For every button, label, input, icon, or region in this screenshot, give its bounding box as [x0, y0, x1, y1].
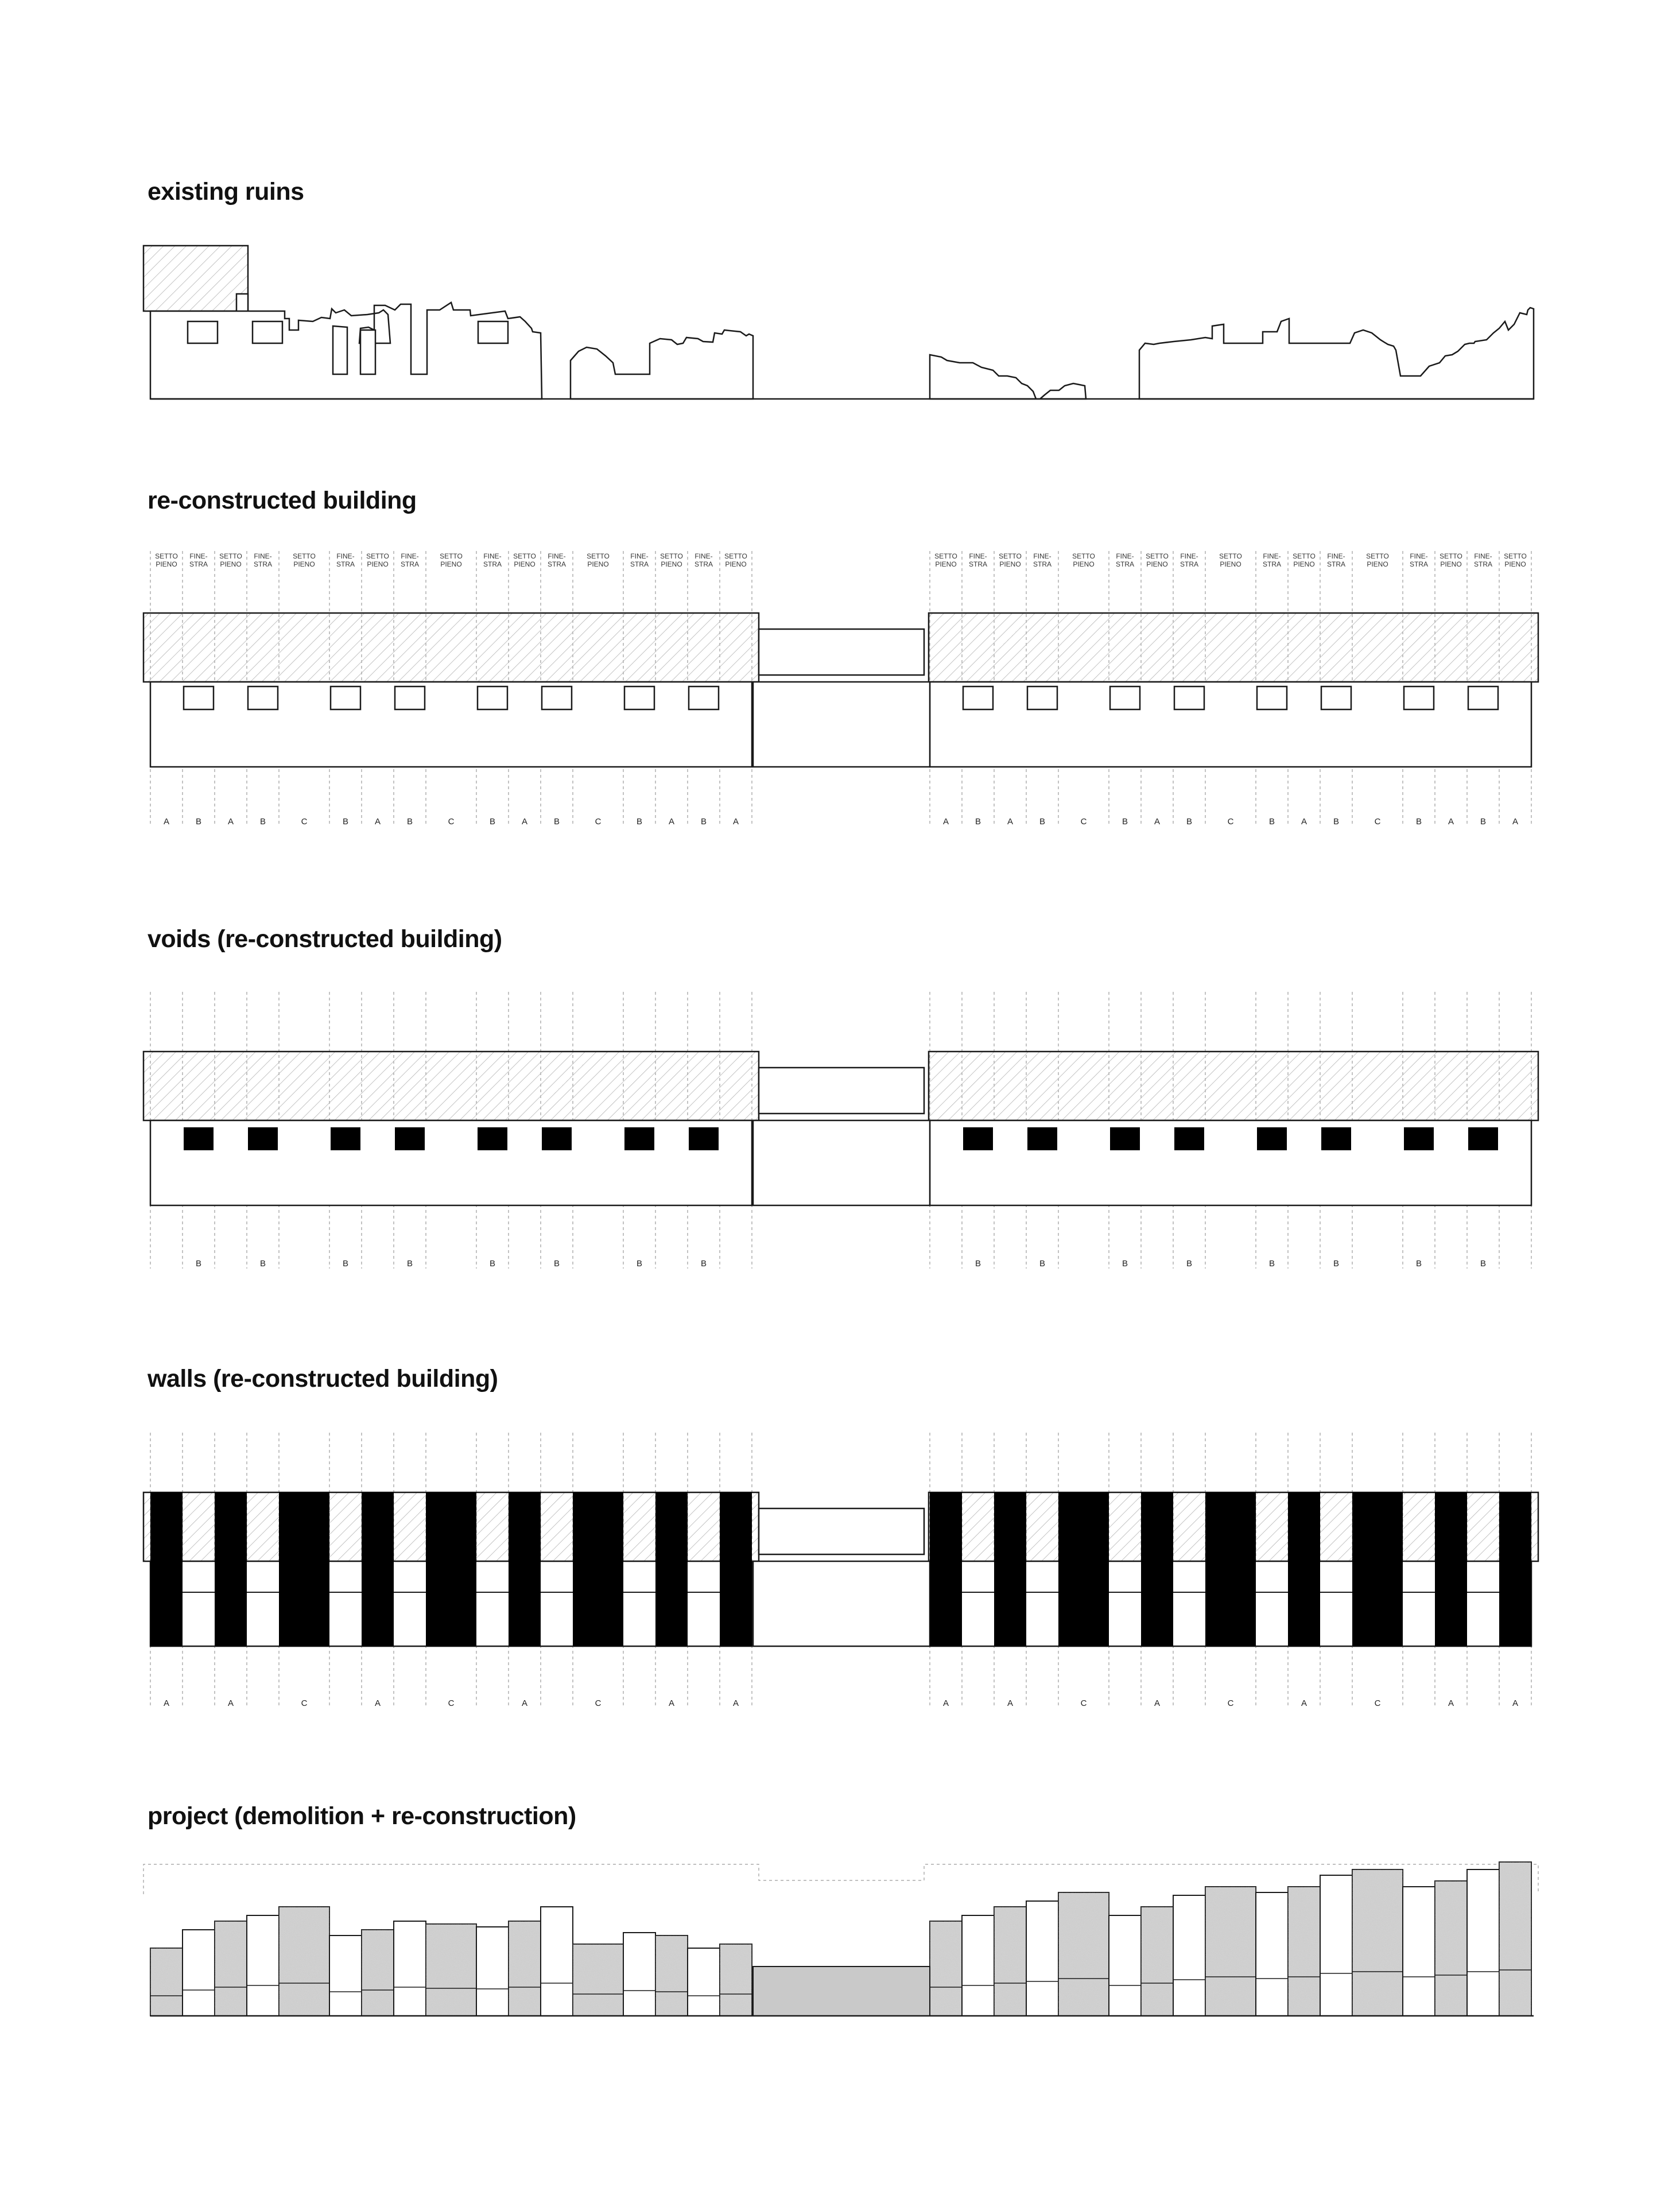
- bay-type-label: B: [1415, 1259, 1422, 1269]
- bay-type-top-label: SETTO: [1440, 552, 1462, 560]
- bay-type-label: A: [1154, 1698, 1161, 1708]
- bay-type-top-label: STRA: [1409, 560, 1429, 568]
- bay-type-top-label: STRA: [547, 560, 567, 568]
- window-opening: [542, 686, 572, 709]
- concrete-texture-overlay: [1288, 1887, 1320, 2016]
- bay-type-label: B: [553, 817, 560, 827]
- window-opening: [963, 686, 993, 709]
- roof-hatched-band: [143, 1052, 759, 1120]
- bay-type-top-label: PIENO: [587, 560, 609, 568]
- title-existing-ruins: existing ruins: [148, 178, 304, 205]
- concrete-texture-overlay: [509, 1921, 541, 2016]
- bay-type-top-label: SETTO: [1504, 552, 1527, 560]
- bay-type-top-label: PIENO: [156, 560, 177, 568]
- bay-type-label: C: [595, 1698, 602, 1708]
- connector-volume: [759, 629, 924, 675]
- title-walls: walls (re-constructed building): [148, 1365, 498, 1393]
- window-opening: [478, 686, 507, 709]
- wall-block: [150, 1492, 183, 1646]
- window-bay-block: [1256, 1892, 1288, 2016]
- bay-type-label: B: [406, 1259, 413, 1269]
- concrete-texture-overlay: [1058, 1892, 1109, 2016]
- void-block: [689, 1127, 719, 1150]
- bay-type-label: B: [1480, 1259, 1487, 1269]
- void-block: [1027, 1127, 1057, 1150]
- bay-type-label: C: [1374, 1698, 1381, 1708]
- wing-body: [150, 1120, 752, 1205]
- window-bay-block: [183, 1930, 215, 2016]
- bay-type-top-label: PIENO: [367, 560, 389, 568]
- concrete-texture-overlay: [994, 1907, 1026, 2016]
- bay-type-label: B: [1333, 1259, 1340, 1269]
- bay-type-label: A: [1301, 817, 1307, 827]
- bay-type-top-label: SETTO: [366, 552, 389, 560]
- bay-type-top-label: SETTO: [587, 552, 610, 560]
- connector-body: [753, 1120, 930, 1205]
- bay-type-label: B: [259, 1259, 266, 1269]
- bay-type-label: B: [1122, 817, 1128, 827]
- bay-type-label: B: [636, 1259, 643, 1269]
- bay-type-label: B: [975, 1259, 981, 1269]
- bay-type-label: B: [1333, 817, 1340, 827]
- concrete-texture-overlay: [215, 1921, 247, 2016]
- title-voids: voids (re-constructed building): [148, 925, 502, 953]
- concrete-texture-overlay: [720, 1944, 752, 2016]
- bay-type-top-label: PIENO: [1146, 560, 1168, 568]
- window-bay-block: [1403, 1887, 1435, 2016]
- bay-type-top-label: STRA: [1262, 560, 1282, 568]
- wall-block: [362, 1492, 394, 1646]
- void-block: [963, 1127, 993, 1150]
- bay-type-label: A: [163, 1698, 170, 1708]
- bay-type-top-label: SETTO: [934, 552, 957, 560]
- void-block: [1321, 1127, 1351, 1150]
- bay-type-top-label: FINE-: [336, 552, 355, 560]
- bay-type-label: C: [448, 1698, 455, 1708]
- window-opening: [248, 686, 278, 709]
- bay-type-label: A: [374, 817, 381, 827]
- window-opening: [1027, 686, 1057, 709]
- void-block: [395, 1127, 425, 1150]
- wall-block: [509, 1492, 541, 1646]
- bay-type-label: A: [1448, 817, 1454, 827]
- void-block: [1468, 1127, 1498, 1150]
- concrete-texture-overlay: [362, 1930, 394, 2016]
- roof-hatched-band: [143, 613, 759, 682]
- concrete-texture-overlay: [1499, 1862, 1531, 2016]
- void-block: [624, 1127, 654, 1150]
- bay-type-top-label: FINE-: [483, 552, 502, 560]
- bay-type-label: C: [1227, 1698, 1234, 1708]
- bay-type-label: A: [1512, 817, 1519, 827]
- concrete-texture-overlay: [1352, 1869, 1403, 2016]
- bay-type-label: B: [1186, 817, 1193, 827]
- bay-type-label: C: [448, 817, 455, 827]
- bay-type-top-label: STRA: [630, 560, 649, 568]
- title-reconstructed-building: re-constructed building: [148, 487, 417, 514]
- bay-type-label: B: [636, 817, 643, 827]
- window-bay-block: [1173, 1895, 1205, 2016]
- window-opening: [1321, 686, 1351, 709]
- bay-type-top-label: PIENO: [293, 560, 315, 568]
- bay-type-top-label: PIENO: [725, 560, 747, 568]
- window-bay-block: [1320, 1875, 1352, 2016]
- existing-ruins-elevation: [143, 246, 1534, 399]
- ruins-hatched-block: [143, 246, 248, 311]
- bay-type-top-label: SETTO: [1072, 552, 1095, 560]
- bay-type-label: A: [374, 1698, 381, 1708]
- bay-type-top-label: STRA: [483, 560, 502, 568]
- void-block: [1404, 1127, 1434, 1150]
- voids-elevation: [143, 992, 1538, 1269]
- bay-type-top-label: SETTO: [155, 552, 178, 560]
- bay-type-label: B: [1268, 1259, 1275, 1269]
- wall-block: [1499, 1492, 1531, 1646]
- bay-type-top-label: SETTO: [513, 552, 536, 560]
- bay-type-top-label: PIENO: [440, 560, 462, 568]
- connector-body: [753, 682, 930, 767]
- bay-type-top-label: FINE-: [969, 552, 987, 560]
- bay-type-label: B: [342, 817, 349, 827]
- bay-type-top-label: PIENO: [514, 560, 536, 568]
- roof-hatched-band: [929, 1052, 1538, 1120]
- bay-type-top-label: SETTO: [724, 552, 747, 560]
- void-block: [1110, 1127, 1140, 1150]
- bay-type-top-label: FINE-: [1116, 552, 1134, 560]
- bay-type-top-label: FINE-: [189, 552, 208, 560]
- bay-type-label: A: [1007, 817, 1014, 827]
- bay-type-top-label: STRA: [253, 560, 273, 568]
- wall-block: [1058, 1492, 1109, 1646]
- wall-block: [573, 1492, 623, 1646]
- void-block: [1257, 1127, 1287, 1150]
- window-opening: [331, 686, 360, 709]
- bay-type-top-label: FINE-: [401, 552, 419, 560]
- wall-block: [215, 1492, 247, 1646]
- wing-body: [930, 682, 1531, 767]
- bay-type-label: A: [668, 817, 675, 827]
- window-bay-block: [688, 1948, 720, 2016]
- project-elevation: [143, 1862, 1538, 2016]
- bay-type-top-label: SETTO: [293, 552, 316, 560]
- window-opening: [689, 686, 719, 709]
- window-opening: [624, 686, 654, 709]
- window-bay-block: [329, 1936, 362, 2016]
- window-bay-block: [962, 1915, 994, 2016]
- bay-type-label: A: [1448, 1698, 1454, 1708]
- wall-block: [1435, 1492, 1467, 1646]
- bay-type-top-label: PIENO: [1504, 560, 1526, 568]
- bay-type-top-label: SETTO: [440, 552, 463, 560]
- window-opening: [184, 686, 214, 709]
- window-opening: [1257, 686, 1287, 709]
- bay-type-label: B: [342, 1259, 349, 1269]
- wall-block: [1352, 1492, 1403, 1646]
- bay-type-label: A: [1154, 817, 1161, 827]
- bay-type-label: A: [668, 1698, 675, 1708]
- bay-type-top-label: STRA: [1115, 560, 1135, 568]
- bay-type-top-label: PIENO: [1220, 560, 1241, 568]
- bay-type-label: B: [406, 817, 413, 827]
- bay-type-top-label: STRA: [336, 560, 355, 568]
- bay-type-top-label: PIENO: [935, 560, 957, 568]
- wall-block: [1205, 1492, 1256, 1646]
- concrete-texture-overlay: [930, 1921, 962, 2016]
- ruins-middle-outline: [571, 330, 753, 399]
- wall-block: [994, 1492, 1026, 1646]
- bay-type-top-label: STRA: [694, 560, 713, 568]
- window-bay-block: [1467, 1869, 1499, 2016]
- bay-type-top-label: STRA: [1473, 560, 1493, 568]
- bay-type-top-label: FINE-: [1410, 552, 1428, 560]
- bay-type-label: A: [942, 1698, 949, 1708]
- bay-type-top-label: SETTO: [999, 552, 1022, 560]
- walls-elevation: [143, 1433, 1538, 1708]
- bay-type-label: B: [700, 817, 707, 827]
- bay-type-top-label: PIENO: [1440, 560, 1462, 568]
- window-bay-block: [541, 1907, 573, 2016]
- bay-type-label: B: [1268, 817, 1275, 827]
- bay-type-top-label: SETTO: [1219, 552, 1242, 560]
- bay-type-top-label: SETTO: [219, 552, 242, 560]
- bay-type-label: C: [1080, 817, 1087, 827]
- connector-body: [753, 1561, 930, 1646]
- bay-type-top-label: FINE-: [694, 552, 713, 560]
- wing-body: [930, 1120, 1531, 1205]
- bay-type-label: B: [195, 1259, 202, 1269]
- concrete-texture-overlay: [573, 1944, 623, 2016]
- bay-type-top-label: SETTO: [660, 552, 683, 560]
- wall-block: [1141, 1492, 1173, 1646]
- window-opening: [1110, 686, 1140, 709]
- bay-type-label: B: [195, 817, 202, 827]
- window-bay-block: [1109, 1915, 1141, 2016]
- void-block: [184, 1127, 214, 1150]
- bay-type-label: A: [521, 1698, 528, 1708]
- concrete-texture-overlay: [426, 1924, 476, 2016]
- bay-type-label: A: [732, 817, 739, 827]
- window-bay-block: [476, 1927, 509, 2016]
- wall-block: [655, 1492, 688, 1646]
- bay-type-top-label: FINE-: [548, 552, 566, 560]
- connector-concrete-block: [753, 1966, 930, 2016]
- bay-type-top-label: FINE-: [1033, 552, 1052, 560]
- bay-type-top-label: FINE-: [1327, 552, 1345, 560]
- bay-type-top-label: PIENO: [1293, 560, 1315, 568]
- concrete-texture-overlay: [150, 1948, 183, 2016]
- reconstructed-building-elevation: [143, 551, 1538, 827]
- void-block: [248, 1127, 278, 1150]
- bay-type-label: C: [301, 817, 308, 827]
- void-block: [1174, 1127, 1204, 1150]
- bay-type-label: A: [227, 817, 234, 827]
- bay-type-top-label: STRA: [1326, 560, 1346, 568]
- bay-type-label: C: [301, 1698, 308, 1708]
- bay-type-top-label: FINE-: [1474, 552, 1492, 560]
- void-block: [478, 1127, 507, 1150]
- concrete-texture-overlay: [655, 1936, 688, 2016]
- concrete-texture-overlay: [279, 1907, 329, 2016]
- bay-type-top-label: FINE-: [1180, 552, 1198, 560]
- ruins-right-outline: [930, 308, 1534, 399]
- bay-type-top-label: FINE-: [630, 552, 649, 560]
- window-opening: [1468, 686, 1498, 709]
- bay-type-label: B: [259, 817, 266, 827]
- bay-type-label: B: [1480, 817, 1487, 827]
- bay-type-label: B: [1039, 1259, 1046, 1269]
- concrete-texture-overlay: [1435, 1881, 1467, 2016]
- wall-block: [279, 1492, 329, 1646]
- bay-type-label: A: [732, 1698, 739, 1708]
- bay-type-top-label: STRA: [1033, 560, 1052, 568]
- bay-type-top-label: PIENO: [999, 560, 1021, 568]
- window-opening: [1404, 686, 1434, 709]
- bay-type-label: C: [595, 817, 602, 827]
- wall-block: [930, 1492, 962, 1646]
- bay-type-top-label: PIENO: [1367, 560, 1388, 568]
- roof-hatched-band: [929, 613, 1538, 682]
- bay-type-top-label: FINE-: [1263, 552, 1281, 560]
- bay-type-label: A: [521, 817, 528, 827]
- window-bay-block: [394, 1921, 426, 2016]
- wall-block: [720, 1492, 752, 1646]
- window-opening: [1174, 686, 1204, 709]
- bay-type-top-label: STRA: [968, 560, 988, 568]
- bay-type-top-label: STRA: [400, 560, 420, 568]
- void-block: [542, 1127, 572, 1150]
- bay-type-label: C: [1080, 1698, 1087, 1708]
- wall-block: [426, 1492, 476, 1646]
- connector-volume: [759, 1068, 924, 1114]
- bay-type-label: B: [1415, 817, 1422, 827]
- concrete-texture-overlay: [1205, 1887, 1256, 2016]
- bay-type-label: A: [227, 1698, 234, 1708]
- window-opening: [395, 686, 425, 709]
- bay-type-top-label: PIENO: [1073, 560, 1095, 568]
- window-bay-block: [1026, 1901, 1058, 2016]
- connector-volume: [759, 1508, 924, 1554]
- bay-type-label: B: [553, 1259, 560, 1269]
- bay-type-top-label: STRA: [189, 560, 208, 568]
- bay-type-label: B: [975, 817, 981, 827]
- window-bay-block: [247, 1915, 279, 2016]
- bay-type-label: A: [1007, 1698, 1014, 1708]
- bay-type-label: B: [489, 817, 496, 827]
- bay-type-label: B: [1122, 1259, 1128, 1269]
- bay-type-top-label: SETTO: [1293, 552, 1316, 560]
- bay-type-label: A: [1512, 1698, 1519, 1708]
- bay-type-label: C: [1227, 817, 1234, 827]
- bay-type-top-label: PIENO: [661, 560, 682, 568]
- bay-type-top-label: SETTO: [1146, 552, 1169, 560]
- bay-type-top-label: PIENO: [220, 560, 242, 568]
- bay-type-label: A: [1301, 1698, 1307, 1708]
- wing-body: [150, 682, 752, 767]
- bay-type-label: B: [1039, 817, 1046, 827]
- concrete-texture-overlay: [1141, 1907, 1173, 2016]
- bay-type-top-label: SETTO: [1366, 552, 1389, 560]
- void-block: [331, 1127, 360, 1150]
- bay-type-label: B: [700, 1259, 707, 1269]
- bay-type-label: C: [1374, 817, 1381, 827]
- bay-type-top-label: FINE-: [254, 552, 272, 560]
- bay-type-label: B: [1186, 1259, 1193, 1269]
- bay-type-top-label: STRA: [1180, 560, 1199, 568]
- title-project: project (demolition + re-construction): [148, 1802, 576, 1830]
- bay-type-label: A: [942, 817, 949, 827]
- wall-block: [1288, 1492, 1320, 1646]
- bay-type-label: A: [163, 817, 170, 827]
- window-bay-block: [623, 1933, 655, 2016]
- bay-type-label: B: [489, 1259, 496, 1269]
